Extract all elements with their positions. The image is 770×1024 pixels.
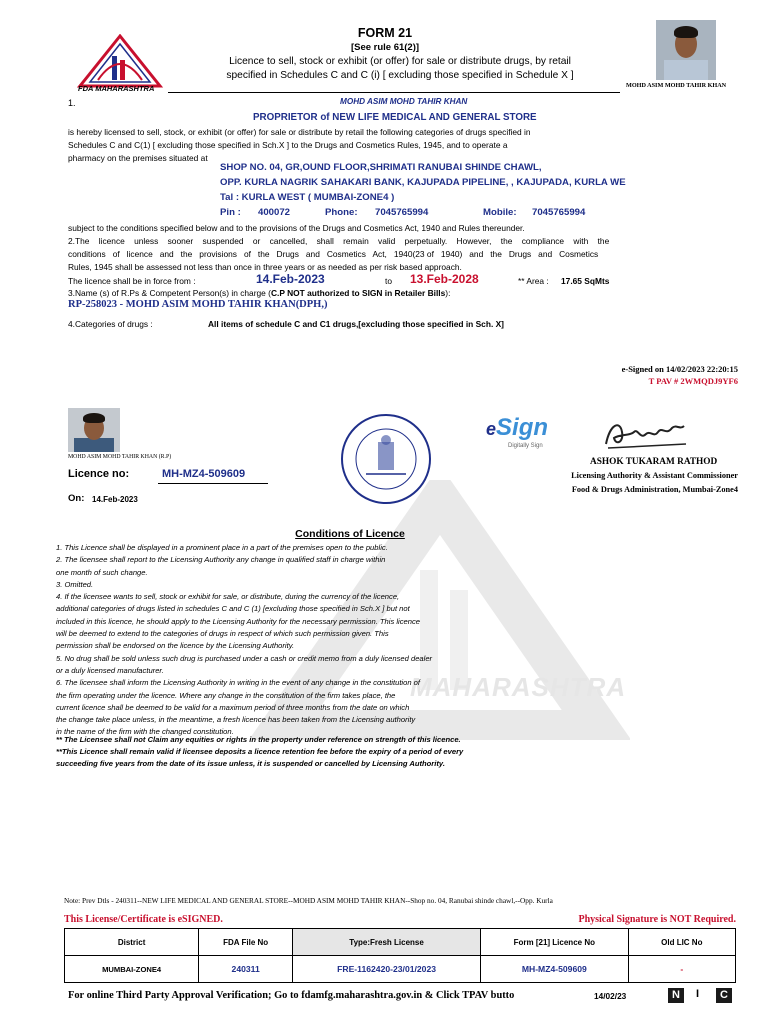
note-retention-1: **This Licence shall remain valid if licensee deposits a licence retention fee before the expiry of a period of every bbox=[56, 747, 464, 756]
logo-text: FDA MAHARASHTRA bbox=[78, 84, 155, 93]
licence-no-underline bbox=[158, 483, 268, 484]
verification-note: For online Third Party Approval Verification; Go to fdamfg.maharashtra.gov.in & Click TPAV butto bbox=[68, 990, 515, 1001]
condition-line: will be deemed to extend to the categories of drugs in respect of which such permission given. This bbox=[56, 629, 389, 639]
categories-value: All items of schedule C and C1 drugs,[excluding those specified in Sch. X] bbox=[208, 319, 504, 329]
prev-details-note: Note: Prev Dtls - 240311--NEW LIFE MEDICAL AND GENERAL STORE--MOHD ASIM MOHD TAHIR KHAN--Shop no. 04, Ranubai shinde chawl,--Opp. Kurla bbox=[64, 896, 553, 905]
esign-e: e bbox=[486, 419, 497, 439]
condition-line: 4. If the licensee wants to sell, stock or exhibit for sale, or distribute, during the currency of the licence, bbox=[56, 592, 400, 602]
conditions-title: Conditions of Licence bbox=[295, 528, 405, 540]
area-label: ** Area : bbox=[518, 276, 549, 286]
condition-line: 6. The licensee shall inform the Licensing Authority in writing in the event of any change in the constitution of bbox=[56, 678, 421, 688]
licence-no-value: MH-MZ4-509609 bbox=[162, 468, 246, 480]
phone-label: Phone: bbox=[325, 207, 358, 218]
col-old-lic: Old LIC No bbox=[628, 929, 735, 956]
badge-i: I bbox=[696, 988, 700, 1000]
table-header-row bbox=[65, 929, 736, 956]
watermark-text: MAHARASHTRA bbox=[410, 672, 627, 702]
condition-line: the firm operating under the licence. Where any change in the constitution of the firm takes place, the bbox=[56, 690, 396, 700]
col-licence-no: Form [21] Licence No bbox=[481, 929, 629, 956]
esigned-notice: This License/Certificate is eSIGNED. bbox=[64, 914, 223, 925]
tpav-number: T PAV # 2WMQDJ9YF6 bbox=[648, 376, 738, 386]
condition-line: the change take place unless, in the meantime, a fresh licence has been taken from the Licensing authority bbox=[56, 715, 416, 725]
form-desc-1: Licence to sell, stock or exhibit (or offer) for sale or distribute drugs, by retail bbox=[229, 56, 571, 67]
pin-label: Pin : bbox=[220, 207, 241, 218]
pin-value: 400072 bbox=[258, 207, 291, 218]
signatory-office: Food & Drugs Administration, Mumbai-Zone4 bbox=[571, 485, 738, 494]
footer-date: 14/02/23 bbox=[594, 991, 627, 1001]
cell-file-no: 240311 bbox=[199, 956, 293, 983]
terms-line-3: conditions of licence and the provisions of the Drugs and Cosmetics Act, 1940(23 of 1940) and the Drugs and Cosmetics bbox=[68, 249, 599, 259]
cell-licence-no: MH-MZ4-509609 bbox=[481, 956, 629, 983]
fda-seal bbox=[336, 412, 436, 506]
competent-note: C.P NOT authorized to SIGN in Retailer Bills bbox=[270, 288, 446, 298]
terms-line-4: Rules, 1945 shall be assessed not less than once in three years or as needed as per risk based approach. bbox=[68, 262, 462, 272]
competent-suffix: ): bbox=[445, 288, 451, 298]
form-rule: [See rule 61(2)] bbox=[350, 42, 420, 53]
competent-persons bbox=[68, 287, 450, 300]
terms-line-2: 2.The licence unless sooner suspended or cancelled, shall remain valid perpetually. However, the compliance with the bbox=[68, 236, 610, 246]
licence-summary-table bbox=[64, 928, 736, 983]
on-label: On: bbox=[68, 493, 85, 504]
condition-line: 1. This Licence shall be displayed in a prominent place in a part of the premises open to the public. bbox=[56, 543, 388, 552]
table-row bbox=[65, 956, 736, 983]
condition-line: current licence shall be deemed to be valid for a maximum period of three months from the date on which bbox=[56, 702, 410, 712]
licence-no-label: Licence no: bbox=[68, 468, 130, 480]
form-desc-2: specified in Schedules C and C (i) [ excluding those specified in Schedule X ] bbox=[226, 70, 574, 81]
terms-line-1: subject to the conditions specified below and to the provisions of the Drugs and Cosmetics Act, 1940 and Rules thereunder. bbox=[68, 223, 525, 233]
cell-district: MUMBAI-ZONE4 bbox=[65, 956, 199, 983]
signature bbox=[600, 414, 690, 454]
item-number: 1. bbox=[68, 98, 76, 108]
col-type: Type:Fresh License bbox=[293, 929, 481, 956]
rp-name: RP-258023 - MOHD ASIM MOHD TAHIR KHAN(DPH,) bbox=[68, 299, 328, 310]
condition-line: one month of such change. bbox=[56, 567, 148, 577]
licensee-photo-top bbox=[656, 20, 716, 80]
to-date: 13.Feb-2028 bbox=[410, 272, 479, 286]
competent-prefix: 3.Name (s) of R.Ps & Competent Person(s) in charge ( bbox=[68, 288, 271, 298]
conditions-list bbox=[56, 542, 516, 739]
top-photo-caption: MOHD ASIM MOHD TAHIR KHAN bbox=[626, 82, 727, 89]
condition-line: included in this licence, he should apply to the Licensing Authority for the necessary permission. This licence bbox=[56, 616, 420, 626]
col-file-no: FDA File No bbox=[199, 929, 293, 956]
rp-photo-caption: MOHD ASIM MOHD TAHIR KHAN (R.P) bbox=[68, 454, 172, 460]
signatory-name: ASHOK TUKARAM RATHOD bbox=[590, 457, 718, 467]
note-retention-2: succeeding five years from the date of its issue unless, it is suspended or cancelled by Licensing Authority. bbox=[56, 759, 445, 768]
physical-signature-notice: Physical Signature is NOT Required. bbox=[578, 914, 736, 925]
cell-old-lic: - bbox=[628, 956, 735, 983]
phone-value: 7045765994 bbox=[375, 207, 429, 218]
esign-logo bbox=[486, 414, 548, 442]
address-line-2: OPP. KURLA NAGRIK SAHAKARI BANK, KAJUPADA PIPELINE, , KAJUPADA, KURLA WE bbox=[220, 177, 626, 188]
badge-c: C bbox=[716, 988, 732, 1003]
condition-line: in the name of the firm with the changed constitution. bbox=[56, 727, 234, 737]
categories-label: 4.Categories of drugs : bbox=[68, 319, 153, 329]
mobile-label: Mobile: bbox=[483, 207, 517, 218]
address-line-3: Tal : KURLA WEST ( MUMBAI-ZONE4 ) bbox=[220, 192, 395, 203]
badge-n: N bbox=[668, 988, 684, 1003]
esign-subtitle: Digitally Sign bbox=[508, 443, 543, 449]
signatory-title: Licensing Authority & Assistant Commissioner bbox=[571, 471, 738, 480]
esign-word: Sign bbox=[496, 414, 549, 441]
licensee-name: MOHD ASIM MOHD TAHIR KHAN bbox=[340, 97, 468, 106]
condition-line: additional categories of drugs listed in schedules C and C (1) [excluding those specified in Sch.X ] but not bbox=[56, 604, 410, 614]
condition-line: permission shall be endorsed on the licence by the Licensing Authority. bbox=[56, 641, 295, 651]
mobile-value: 7045765994 bbox=[532, 207, 586, 218]
firm-name: PROPRIETOR of NEW LIFE MEDICAL AND GENERAL STORE bbox=[253, 112, 537, 123]
force-label: The licence shall be in force from : bbox=[68, 276, 196, 286]
area-value: 17.65 SqMts bbox=[561, 276, 610, 286]
esigned-on: e-Signed on 14/02/2023 22:20:15 bbox=[621, 364, 738, 374]
to-label: to bbox=[385, 276, 392, 286]
form-title: FORM 21 bbox=[357, 26, 413, 40]
from-date: 14.Feb-2023 bbox=[256, 272, 325, 286]
note-equities: ** The Licensee shall not Claim any equities or rights in the property under reference on strength of this licence. bbox=[56, 735, 461, 744]
condition-line: 5. No drug shall be sold unless such drug is purchased under a cash or credit memo from a duly licensed dealer bbox=[56, 653, 433, 663]
licence-para-1: is hereby licensed to sell, stock, or exhibit (or offer) for sale or distribute by retail the following categories of drugs specified in bbox=[68, 127, 531, 137]
rp-photo bbox=[68, 408, 120, 452]
condition-line: or a duly licensed manufacturer. bbox=[56, 665, 164, 675]
licence-para-2: Schedules C and C(1) [ excluding those specified in Sch.X ] to the Drugs and Cosmetics Rules, 1945, and to operate a bbox=[68, 140, 508, 150]
condition-line: 2. The licensee shall report to the Licensing Authority any change in qualified staff in charge within bbox=[56, 555, 386, 565]
on-date: 14.Feb-2023 bbox=[92, 495, 138, 504]
condition-line: 3. Omitted. bbox=[56, 579, 94, 589]
licence-para-3: pharmacy on the premises situated at bbox=[68, 153, 208, 163]
address-line-1: SHOP NO. 04, GR,OUND FLOOR,SHRIMATI RANUBAI SHINDE CHAWL, bbox=[220, 162, 542, 173]
header-rule bbox=[168, 92, 620, 93]
col-district: District bbox=[65, 929, 199, 956]
cell-type: FRE-1162420-23/01/2023 bbox=[293, 956, 481, 983]
